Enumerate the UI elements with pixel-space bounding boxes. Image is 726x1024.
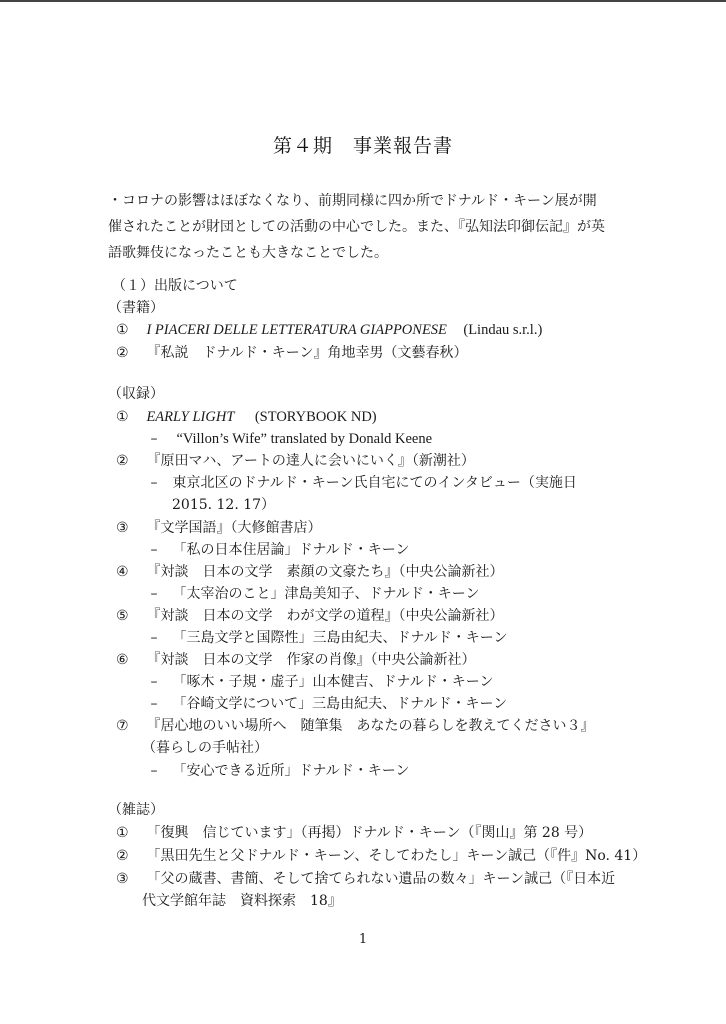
magazine-text: 「復興 信じています」（再掲）ドナルド・キーン（『関山』第 28 号）	[146, 825, 593, 841]
dash-marker: –	[150, 630, 158, 646]
included-sub-2	[142, 473, 577, 493]
included-item-3	[116, 518, 321, 538]
book-title: I PIACERI DELLE LETTERATURA GIAPPONESE	[146, 322, 447, 338]
magazine-item-1	[116, 823, 592, 843]
item-number: ③	[116, 520, 129, 536]
included-text: 『居心地のいい場所へ 随筆集 あなたの暮らしを教えてください３』	[146, 718, 595, 734]
magazine-text: 「父の蔵書、書簡、そして捨てられない遺品の数々」キーン誠己（『日本近	[146, 871, 616, 887]
included-sub-5	[142, 628, 507, 648]
item-number: ⑤	[116, 608, 129, 624]
included-text: 『対談 日本の文学 作家の肖像』（中央公論新社）	[146, 652, 476, 668]
included-text: 『対談 日本の文学 素顔の文豪たち』（中央公論新社）	[146, 564, 504, 580]
top-border	[0, 0, 726, 2]
book-publisher: (Lindau s.r.l.)	[463, 322, 543, 338]
included-sub-1	[142, 429, 432, 449]
item-number: ③	[116, 871, 129, 887]
item-number: ④	[116, 564, 129, 580]
item-number: ⑦	[116, 718, 129, 734]
intro-line: 催されたことが財団としての活動の中心でした。また、『弘知法印御伝記』が英	[108, 219, 605, 235]
page-title: 第４期 事業報告書	[272, 135, 453, 157]
dash-marker: –	[150, 674, 158, 690]
included-sub-text: 「太宰治のこと」津島美知子、ドナルド・キーン	[172, 586, 480, 602]
magazines-label: （雑誌）	[108, 802, 164, 818]
included-item-4	[116, 562, 503, 582]
magazine-item-3-cont: 代文学館年誌 資料探索 18』	[142, 893, 342, 909]
dash-marker: –	[150, 542, 158, 558]
included-item-2	[116, 451, 475, 471]
included-sub-text: “Villon’s Wife” translated by Donald Keene	[176, 431, 433, 447]
dash-marker: –	[150, 696, 158, 712]
dash-marker: –	[150, 431, 158, 447]
book-text: 『私説 ドナルド・キーン』角地幸男（文藝春秋）	[146, 345, 468, 361]
included-label: （収録）	[108, 386, 164, 402]
included-item-1	[116, 407, 377, 427]
included-sub-6	[142, 672, 493, 692]
included-sub-text: 「啄木・子規・虚子」山本健吉、ドナルド・キーン	[172, 674, 494, 690]
item-number: ②	[116, 453, 129, 469]
dash-marker: –	[150, 763, 158, 779]
included-item-5	[116, 606, 503, 626]
included-sub-text: 「私の日本住居論」ドナルド・キーン	[172, 542, 410, 558]
book-item-1	[116, 320, 542, 340]
included-sub-4	[142, 584, 479, 604]
included-item-7-cont: （暮らしの手帖社）	[142, 740, 268, 756]
included-text: 『文学国語』（大修館書店）	[146, 520, 322, 536]
included-sub-text: 東京北区のドナルド・キーン氏自宅にてのインタビュー（実施日	[172, 475, 577, 491]
section-heading: （１）出版について	[112, 278, 238, 294]
intro-line: ・コロナの影響はほぼなくなり、前期同様に四か所でドナルド・キーン展が開	[108, 193, 597, 209]
magazine-text: 「黒田先生と父ドナルド・キーン、そしてわたし」キーン誠己（『件』No. 41）	[146, 848, 647, 864]
included-text: 『対談 日本の文学 わが文学の道程』（中央公論新社）	[146, 608, 504, 624]
books-label: （書籍）	[108, 300, 164, 316]
item-number: ①	[116, 825, 129, 841]
item-number: ②	[116, 848, 129, 864]
included-sub-text: 「安心できる近所」ドナルド・キーン	[172, 763, 410, 779]
item-number: ①	[116, 322, 129, 338]
dash-marker: –	[150, 586, 158, 602]
item-number: ⑥	[116, 652, 129, 668]
book-item-2	[116, 343, 467, 363]
page-number: 1	[358, 932, 368, 947]
intro-line: 語歌舞伎になったことも大きなことでした。	[108, 245, 388, 261]
intro-paragraph	[108, 188, 628, 266]
included-sub-6b	[142, 694, 507, 714]
dash-marker: –	[150, 475, 158, 491]
included-sub-text: 「谷崎文学について」三島由紀夫、ドナルド・キーン	[172, 696, 508, 712]
included-sub-3	[142, 540, 409, 560]
included-title: EARLY LIGHT	[146, 409, 235, 425]
included-sub-7	[142, 761, 409, 781]
magazine-item-2	[116, 846, 646, 866]
included-item-7	[116, 716, 594, 736]
included-item-6	[116, 650, 475, 670]
magazine-item-3	[116, 869, 615, 889]
item-number: ①	[116, 409, 129, 425]
included-sub-2-cont: 2015. 12. 17）	[172, 497, 276, 513]
item-number: ②	[116, 345, 129, 361]
included-sub-text: 「三島文学と国際性」三島由紀夫、ドナルド・キーン	[172, 630, 508, 646]
included-publisher: (STORYBOOK ND)	[254, 409, 377, 425]
included-text: 『原田マハ、アートの達人に会いにいく』（新潮社）	[146, 453, 475, 469]
